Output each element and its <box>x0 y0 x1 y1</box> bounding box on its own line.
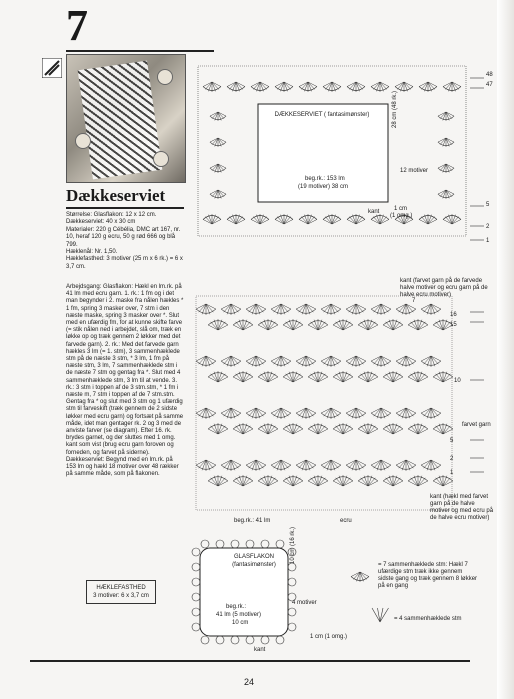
swatch-fan <box>256 356 263 364</box>
instructions-text: Arbejdsgang: Glasflakon: Hækl en lm.rk. på 41 lm med ecru garn. 1. rk.: 1 fm og i det man begynder i 2. maske fra nålen hækles * 1 fm, spring 3 masker over, 7 stm i den næste maske, spring 3 masker over *. Slut med en ufærdig fm, for at kunne skifte farve (= stik nålen ned i arbejdet, slå om, træk en løkke op og træk gennem 2 løkker med det farvede garn). 2. rk.: Med det farvede garn hækles 3 lm (= 1. stm), 3 sammenhæklede stm på de næste 3 stm, * 3 lm, 1 fm på næste stm, 3 lm, 7 sammenhæklede stm i de næste 7 stm og gentag fra *. Slut med 4 sammenhæklede stm, 3 lm til at vende. 3. rk.: 3 stm i toppen af de 3 stm.stm, * 1 fm i næste m, 7 stm i toppen af de 7 stm.stm. Gentag fra * og slut med 3 stm og 1 ufærdig stm til farveskift (træk gennem de 2 sidste løkker med ecru garn) og fortsæt på samme måde, idet man gentager rk. 2 og 3 med de anviste farver (se diagram). Efter 16. rk. brydes garnet, og der sluttes med 1 omg. kant som vist (brug ecru garn foroven og forneden, og farvet på siderne). Dækkeserviet: Begynd med en lm.rk. på 153 lm og hækl 18 motiver over 48 rækker på samme måde, som på flakonen. <box>66 284 184 478</box>
swatch-fan <box>336 322 343 330</box>
swatch-fan <box>361 322 368 330</box>
ecru-label: ecru <box>340 518 352 524</box>
swatch-fan <box>399 408 406 416</box>
placemat-bottom-fan <box>373 217 380 224</box>
swatch-fan <box>368 374 375 382</box>
swatch-fan <box>261 478 268 486</box>
swatch-fan <box>381 408 388 416</box>
swatch-fan <box>356 356 363 364</box>
swatch-fan <box>431 304 438 312</box>
swatch-fan <box>256 460 263 468</box>
swatch-fan <box>243 426 250 434</box>
edge-note: kant (farvet garn på de farvede halve motiver og ecru garn på de halve ecru motiver) <box>400 278 488 298</box>
row-1: 1 <box>486 238 490 244</box>
flacon-edge-loop <box>192 578 200 586</box>
placemat-left-fan <box>218 164 224 171</box>
swatch-fan <box>411 426 418 434</box>
row-1-mid: 1 <box>450 470 454 476</box>
flacon-edge: kant <box>254 647 266 653</box>
swatch-fan <box>431 408 438 416</box>
flacon-edge-loop <box>216 636 224 644</box>
swatch-fan <box>274 356 281 364</box>
swatch-fan <box>331 460 338 468</box>
placemat-side-motifs: 12 motiver <box>400 168 429 174</box>
placemat-bottom-fan <box>452 217 459 224</box>
placemat-bottom-fan <box>428 217 435 224</box>
footer-rule <box>30 660 470 662</box>
placemat-title: DÆKKESERVIET ( fantasimønster) <box>274 112 370 118</box>
swatch-fan <box>199 356 206 364</box>
swatch-fan <box>299 460 306 468</box>
flacon-title: GLASFLAKON <box>233 554 274 560</box>
swatch-fan <box>374 356 381 364</box>
row-5: 5 <box>486 202 490 208</box>
pattern-number: 7 <box>66 1 88 50</box>
gauge-title: HÆKLEFASTHED <box>96 585 146 591</box>
placemat-top-fan <box>421 82 428 89</box>
mid-begin: beg.rk.: 41 lm <box>234 518 271 524</box>
spec-gauge: Hæklefasthed: 3 motiver (25 m x 6 rk.) = 6 x 3,7 cm. <box>66 256 183 270</box>
placemat-bottom-fan <box>212 217 219 224</box>
swatch-fan <box>443 374 450 382</box>
swatch-fan <box>306 408 313 416</box>
swatch-fan <box>318 478 325 486</box>
swatch-fan <box>361 426 368 434</box>
row-47: 47 <box>486 82 493 88</box>
flacon-edge-loop <box>261 636 269 644</box>
swatch-fan <box>431 460 438 468</box>
swatch-fan <box>306 460 313 468</box>
one-round-label: (1 omg.) <box>390 213 413 219</box>
placemat-top-fan <box>445 82 452 89</box>
row-2: 2 <box>486 224 490 230</box>
placemat-left-fan <box>218 112 224 119</box>
placemat-right-fan <box>446 112 452 119</box>
flacon-edge-loop <box>216 540 224 548</box>
placemat-right-fan <box>446 190 452 197</box>
legend-7-stitches: = 7 sammenhæklede stm: Hækl 7 ufærdige stm træk ikke gennem sidste gang og træk gennem 8 løkker på en gang <box>378 562 478 589</box>
swatch-fan <box>418 478 425 486</box>
swatch-fan <box>206 408 213 416</box>
swatch-fan <box>324 304 331 312</box>
placemat-begin: beg.rk.: 153 lm <box>305 176 345 182</box>
swatch-fan <box>311 374 318 382</box>
swatch-fan <box>218 374 225 382</box>
swatch-fan <box>224 304 231 312</box>
placemat-top-fan <box>212 82 219 89</box>
swatch-fan <box>318 322 325 330</box>
flacon-edge-loop <box>192 608 200 616</box>
swatch-fan <box>331 356 338 364</box>
placemat-top-fan <box>349 82 356 89</box>
placemat-bottom-fan <box>325 217 332 224</box>
legend-4-stitches: = 4 sammenhæklede stm <box>394 616 462 622</box>
flacon-edge-loop <box>246 540 254 548</box>
placemat-right-fan <box>440 112 446 119</box>
one-cm-label: 1 cm <box>394 206 408 212</box>
swatch-fan <box>368 426 375 434</box>
swatch-fan <box>281 408 288 416</box>
swatch-fan <box>218 478 225 486</box>
swatch-fan <box>356 304 363 312</box>
swatch-fan <box>261 322 268 330</box>
swatch-fan <box>331 408 338 416</box>
swatch-fan <box>406 356 413 364</box>
swatch-fan <box>224 460 231 468</box>
swatch-fan <box>236 322 243 330</box>
swatch-fan <box>231 408 238 416</box>
placemat-bottom-fan <box>229 217 236 224</box>
gauge-value: 3 motiver: 6 x 3,7 cm <box>93 593 149 599</box>
placemat-bottom-fan <box>421 217 428 224</box>
swatch-fan <box>286 374 293 382</box>
swatch-fan <box>286 478 293 486</box>
swatch-fan <box>418 322 425 330</box>
flacon-edge-loop <box>192 563 200 571</box>
swatch-fan <box>281 460 288 468</box>
swatch-fan <box>361 374 368 382</box>
swatch-fan <box>368 322 375 330</box>
spec-materials: Materialer: 220 g Cébélia, DMC art 167, nr. 10, heraf 120 g ecru, 50 g rød 666 og blå 799. <box>66 226 181 248</box>
placemat-left-fan <box>212 112 218 119</box>
swatch-fan <box>443 478 450 486</box>
swatch-fan <box>268 374 275 382</box>
flacon-edge-loop <box>192 548 200 556</box>
swatch-fan <box>336 426 343 434</box>
placemat-right-fan <box>446 164 452 171</box>
swatch-fan <box>393 478 400 486</box>
placemat-bottom-fan <box>284 217 291 224</box>
swatch-fan <box>424 408 431 416</box>
placemat-top-fan <box>253 82 260 89</box>
swatch-fan <box>256 304 263 312</box>
placemat-bottom-fan <box>260 217 267 224</box>
swatch-fan <box>436 322 443 330</box>
swatch-fan <box>349 304 356 312</box>
swatch-fan <box>368 478 375 486</box>
swatch-fan <box>431 356 438 364</box>
placemat-bottom-fan <box>445 217 452 224</box>
spec-hook: Hæklenål: Nr. 1,50. <box>66 249 118 256</box>
flacon-edge-loop <box>288 578 296 586</box>
swatch-fan <box>386 322 393 330</box>
swatch-fan <box>424 304 431 312</box>
swatch-fan <box>268 478 275 486</box>
swatch-fan <box>349 408 356 416</box>
placemat-bottom-fan <box>308 217 315 224</box>
swatch-fan <box>206 460 213 468</box>
swatch-fan <box>393 322 400 330</box>
swatch-fan <box>286 322 293 330</box>
swatch-fan <box>281 356 288 364</box>
swatch-fan <box>324 408 331 416</box>
placemat-bottom-fan <box>277 217 284 224</box>
flacon-edge-loop <box>201 540 209 548</box>
swatch-fan <box>293 374 300 382</box>
flacon-height: 10 cm (16 rk.) <box>290 526 296 564</box>
swatch-fan <box>236 426 243 434</box>
flacon-four-motifs: 4 motiver <box>292 600 317 606</box>
placemat-bottom-fan <box>236 217 243 224</box>
swatch-fan <box>343 374 350 382</box>
swatch-fan <box>349 460 356 468</box>
swatch-fan <box>243 478 250 486</box>
swatch-fan <box>243 374 250 382</box>
pattern-title: Dækkeserviet <box>66 186 166 205</box>
swatch-fan <box>386 426 393 434</box>
flacon-edge-loop <box>231 540 239 548</box>
swatch-fan <box>274 304 281 312</box>
swatch-fan <box>443 426 450 434</box>
placemat-top-fan <box>301 82 308 89</box>
swatch-fan <box>211 478 218 486</box>
swatch-fan <box>311 426 318 434</box>
placemat-top-fan <box>380 82 387 89</box>
spec-size: Størrelse: Glasflakon: 12 x 12 cm. Dækkeserviet: 40 x 30 cm <box>66 212 157 226</box>
flacon-edge-loop <box>231 636 239 644</box>
swatch-fan <box>211 426 218 434</box>
swatch-fan <box>249 460 256 468</box>
swatch-fan <box>424 356 431 364</box>
flacon-edge-loop <box>246 636 254 644</box>
swatch-fan <box>406 304 413 312</box>
placemat-right-fan <box>440 164 446 171</box>
swatch-fan <box>224 356 231 364</box>
swatch-fan <box>224 408 231 416</box>
swatch-fan <box>306 304 313 312</box>
row-16: 16 <box>450 312 457 318</box>
swatch-fan <box>306 356 313 364</box>
swatch-fan <box>393 374 400 382</box>
row-7: 7 <box>412 298 416 304</box>
swatch-fan <box>274 408 281 416</box>
swatch-fan <box>293 426 300 434</box>
placemat-top-fan <box>373 82 380 89</box>
flacon-edge-loop <box>288 608 296 616</box>
swatch-fan <box>343 478 350 486</box>
row-5-mid: 5 <box>450 438 454 444</box>
swatch-fan <box>299 356 306 364</box>
flacon-edge-loop <box>192 623 200 631</box>
placemat-top-fan <box>236 82 243 89</box>
swatch-fan <box>231 356 238 364</box>
swatch-fan <box>274 460 281 468</box>
placemat-bottom-fan <box>356 217 363 224</box>
swatch-fan <box>381 356 388 364</box>
swatch-fan <box>218 322 225 330</box>
swatch-fan <box>436 426 443 434</box>
flacon-begin: beg.rk.: <box>226 604 247 610</box>
swatch-fan <box>243 322 250 330</box>
flacon-edge-loop <box>201 636 209 644</box>
placemat-right-fan <box>440 190 446 197</box>
swatch-fan <box>199 304 206 312</box>
swatch-fan <box>399 304 406 312</box>
placemat-height: 28 cm (48 rk.) <box>392 90 398 128</box>
flacon-edge-loop <box>261 540 269 548</box>
swatch-fan <box>393 426 400 434</box>
legend-7-stitch-symbol <box>360 572 367 579</box>
placemat-left-fan <box>212 138 218 145</box>
swatch-fan <box>206 304 213 312</box>
placemat-bottom-fan <box>205 217 212 224</box>
swatch-fan <box>336 478 343 486</box>
swatch-fan <box>249 356 256 364</box>
swatch-fan <box>324 356 331 364</box>
swatch-fan <box>349 356 356 364</box>
swatch-fan <box>281 304 288 312</box>
swatch-fan <box>386 478 393 486</box>
swatch-fan <box>381 460 388 468</box>
placemat-bottom-fan <box>253 217 260 224</box>
placemat-left-fan <box>218 190 224 197</box>
swatch-fan <box>299 408 306 416</box>
swatch-fan <box>218 426 225 434</box>
swatch-fan <box>399 460 406 468</box>
swatch-fan <box>374 408 381 416</box>
swatch-fan <box>343 322 350 330</box>
swatch-fan <box>236 374 243 382</box>
placemat-bottom-fan <box>301 217 308 224</box>
edge-label: kant <box>368 209 380 215</box>
placemat-left-fan <box>212 190 218 197</box>
swatch-fan <box>406 460 413 468</box>
placemat-left-fan <box>212 164 218 171</box>
swatch-fan <box>418 374 425 382</box>
swatch-fan <box>331 304 338 312</box>
flacon-edge-loop <box>276 540 284 548</box>
flacon-chain: 41 lm (5 motiver) <box>216 612 262 618</box>
swatch-fan <box>206 356 213 364</box>
swatch-fan <box>261 426 268 434</box>
swatch-fan <box>374 304 381 312</box>
swatch-fan <box>286 426 293 434</box>
page-number: 24 <box>244 677 255 687</box>
placemat-top-fan <box>332 82 339 89</box>
flacon-one-cm: 1 cm (1 omg.) <box>310 634 348 640</box>
swatch-fan <box>299 304 306 312</box>
swatch-fan <box>418 426 425 434</box>
swatch-fan <box>268 322 275 330</box>
swatch-fan <box>318 426 325 434</box>
swatch-fan <box>356 408 363 416</box>
swatch-fan <box>343 426 350 434</box>
placemat-top-fan <box>277 82 284 89</box>
placemat-top-fan <box>452 82 459 89</box>
swatch-fan <box>293 478 300 486</box>
swatch-fan <box>261 374 268 382</box>
placemat-top-fan <box>308 82 315 89</box>
placemat-bottom-fan <box>349 217 356 224</box>
swatch-fan <box>236 478 243 486</box>
swatch-fan <box>231 460 238 468</box>
swatch-fan <box>199 460 206 468</box>
swatch-fan <box>436 478 443 486</box>
legend-7-stitch-symbol <box>353 572 360 579</box>
swatch-fan <box>406 408 413 416</box>
placemat-top-fan <box>260 82 267 89</box>
swatch-fan <box>311 322 318 330</box>
flacon-edge-loop <box>276 636 284 644</box>
swatch-fan <box>436 374 443 382</box>
swatch-fan <box>249 304 256 312</box>
swatch-fan <box>386 374 393 382</box>
swatch-fan <box>324 460 331 468</box>
swatch-fan <box>411 322 418 330</box>
row-2-mid: 2 <box>450 456 454 462</box>
placemat-top-fan <box>205 82 212 89</box>
flacon-width: 10 cm <box>232 620 249 626</box>
swatch-fan <box>356 460 363 468</box>
swatch-fan <box>336 374 343 382</box>
swatch-fan <box>399 356 406 364</box>
placemat-motifs: (19 motiver) 38 cm <box>298 184 349 190</box>
row-48: 48 <box>486 72 493 78</box>
placemat-top-fan <box>229 82 236 89</box>
swatch-fan <box>411 478 418 486</box>
swatch-fan <box>311 478 318 486</box>
swatch-fan <box>199 408 206 416</box>
swatch-fan <box>318 374 325 382</box>
swatch-fan <box>293 322 300 330</box>
placemat-right-fan <box>440 138 446 145</box>
swatch-fan <box>424 460 431 468</box>
swatch-fan <box>374 460 381 468</box>
row-15: 15 <box>450 322 457 328</box>
swatch-fan <box>211 374 218 382</box>
row-10: 10 <box>454 378 461 384</box>
swatch-fan <box>361 478 368 486</box>
placemat-left-fan <box>218 138 224 145</box>
swatch-fan <box>249 408 256 416</box>
flacon-edge-loop <box>288 623 296 631</box>
placemat-bottom-fan <box>380 217 387 224</box>
placemat-top-fan <box>284 82 291 89</box>
flacon-edge-loop <box>288 563 296 571</box>
swatch-fan <box>231 304 238 312</box>
flacon-subtitle: (fantasimønster) <box>232 562 276 568</box>
placemat-bottom-fan <box>332 217 339 224</box>
swatch-border <box>196 296 452 510</box>
swatch-fan <box>256 408 263 416</box>
placemat-right-fan <box>446 138 452 145</box>
flacon-edge-loop <box>192 593 200 601</box>
swatch-fan <box>381 304 388 312</box>
swatch-fan <box>268 426 275 434</box>
swatch-fan <box>411 374 418 382</box>
placemat-top-fan <box>404 82 411 89</box>
placemat-top-fan <box>356 82 363 89</box>
placemat-top-fan <box>325 82 332 89</box>
edge-note-2: kant (hækl med farvet garn på de halve motiver og med ecru på de halve ecru motiver) <box>430 494 494 521</box>
swatch-fan <box>211 322 218 330</box>
placemat-top-fan <box>428 82 435 89</box>
colored-yarn-label: farvet garn <box>462 422 491 428</box>
